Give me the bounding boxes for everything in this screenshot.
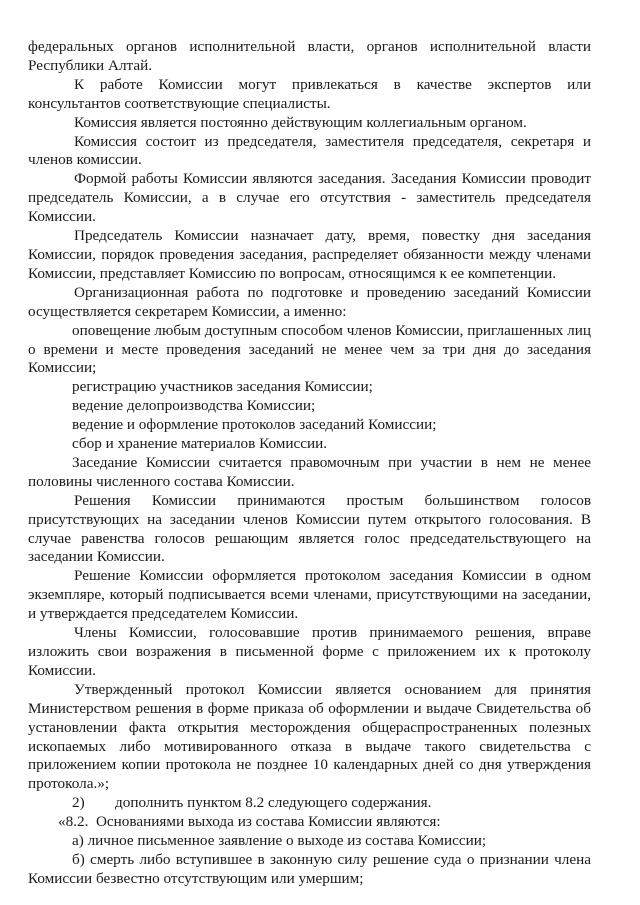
paragraph: Утвержденный протокол Комиссии является основанием для принятия Министерством решения в форме приказа об оформлении и выдаче Свидетельства об установлении факта открытия месторождения общераспространенных полезных ископаемых либо мотивированного отказа в выдаче такого свидетельства с приложением копии протокола не позднее 10 календарных дней со дня утверждения протокола.»; — [28, 680, 591, 793]
paragraph: Формой работы Комиссии являются заседания. Заседания Комиссии проводит председатель Комиссии, а в случае его отсутствия - заместитель председателя Комиссии. — [28, 170, 591, 226]
paragraph: федеральных органов исполнительной власти, органов исполнительной власти Республики Алтай. — [28, 38, 591, 74]
list-item: ведение и оформление протоколов заседаний Комиссии; — [72, 416, 437, 434]
list-item: а) личное письменное заявление о выходе из состава Комиссии; — [72, 832, 487, 850]
paragraph: оповещение любым доступным способом членов Комиссии, приглашенных лиц о времени и месте проведения заседаний не менее чем за три дня до заседания Комиссии; — [28, 321, 591, 377]
section-heading: «8.2. Основаниями выхода из состава Комиссии являются: — [58, 813, 441, 831]
list-item: ведение делопроизводства Комиссии; — [72, 397, 316, 415]
paragraph: К работе Комиссии могут привлекаться в качестве экспертов или консультантов соответствующие специалисты. — [28, 75, 591, 112]
list-item: б) смерть либо вступившее в законную силу решение суда о признании члена Комиссии безвестно отсутствующим или умершим; — [28, 850, 591, 887]
list-item: 2) дополнить пунктом 8.2 следующего содержания. — [72, 794, 432, 812]
paragraph: Председатель Комиссии назначает дату, время, повестку дня заседания Комиссии, порядок проведения заседания, распределяет обязанности между членами Комиссии, представляет Комиссию по вопросам, относящимся к ее компетенции. — [28, 227, 591, 282]
list-item: регистрацию участников заседания Комиссии; — [72, 378, 373, 396]
paragraph: Организационная работа по подготовке и проведению заседаний Комиссии осуществляется секретарем Комиссии, а именно: — [28, 283, 591, 320]
document-body — [28, 38, 591, 889]
list-item: сбор и хранение материалов Комиссии. — [72, 435, 328, 453]
paragraph: Решение Комиссии оформляется протоколом заседания Комиссии в одном экземпляре, который подписывается всеми членами, присутствующими на заседании, и утверждается председателем Комиссии. — [28, 567, 591, 623]
paragraph: Комиссия состоит из председателя, заместителя председателя, секретаря и членов комиссии. — [28, 132, 591, 169]
paragraph: Решения Комиссии принимаются простым большинством голосов присутствующих на заседании членов Комиссии путем открытого голосования. В случае равенства голосов решающим является голос председательствующего на заседании Комиссии. — [28, 491, 591, 566]
paragraph: Комиссия является постоянно действующим коллегиальным органом. — [74, 113, 527, 131]
paragraph: Члены Комиссии, голосовавшие против принимаемого решения, вправе изложить свои возражения в письменной форме с приложением их к протоколу Комиссии. — [28, 624, 591, 679]
paragraph: Заседание Комиссии считается правомочным при участии в нем не менее половины численного состава Комиссии. — [28, 453, 591, 490]
